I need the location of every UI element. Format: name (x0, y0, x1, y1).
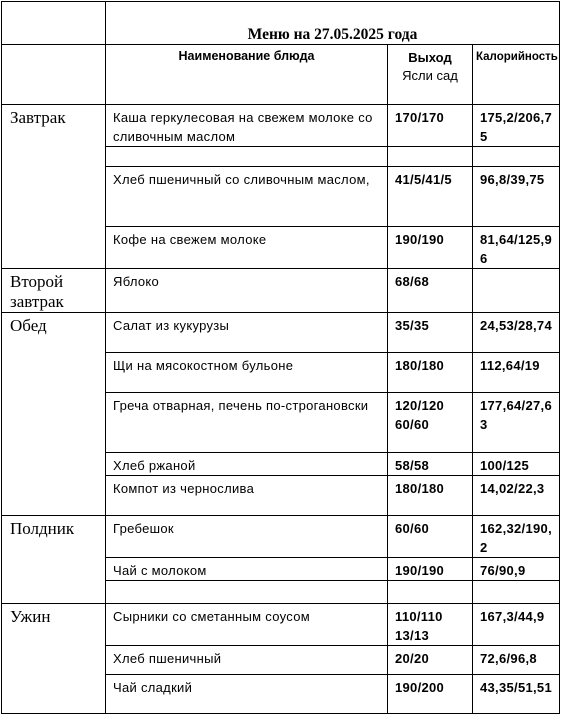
dish-calories: 100/125 (473, 453, 560, 476)
dish-output: 110/110 13/13 (388, 604, 473, 646)
dish-output: 120/120 60/60 (388, 393, 473, 453)
dish-name: Кофе на свежем молоке (106, 227, 388, 269)
dish-output: 68/68 (388, 269, 473, 313)
dish-name: Хлеб пшеничный со сливочным маслом, (106, 167, 388, 227)
dish-name: Хлеб ржаной (106, 453, 388, 476)
menu-row (2, 516, 560, 558)
meal-name: Полдник (2, 516, 106, 604)
dish-output: 190/190 (388, 558, 473, 581)
menu-row (2, 269, 560, 313)
dish-calories: 24,53/28,74 (473, 313, 560, 353)
dish-output: 20/20 (388, 646, 473, 675)
dish-calories: 81,64/125,96 (473, 227, 560, 269)
dish-name (106, 147, 388, 167)
dish-output: 58/58 (388, 453, 473, 476)
dish-output: 35/35 (388, 313, 473, 353)
dish-output (388, 147, 473, 167)
header-output-label: Выход (408, 50, 452, 65)
dish-name: Хлеб пшеничный (106, 646, 388, 675)
dish-calories: 177,64/27,63 (473, 393, 560, 453)
meal-name: Обед (2, 313, 106, 516)
dish-name: Сырники со сметанным соусом (106, 604, 388, 646)
header-output (388, 45, 473, 105)
dish-name: Чай с молоком (106, 558, 388, 581)
dish-calories: 162,32/190,2 (473, 516, 560, 558)
meal-name: Завтрак (2, 105, 106, 269)
dish-calories: 72,6/96,8 (473, 646, 560, 675)
menu-body (2, 105, 560, 714)
dish-output: 180/180 (388, 476, 473, 516)
menu-table (1, 1, 560, 714)
dish-calories (473, 269, 560, 313)
dish-name: Яблоко (106, 269, 388, 313)
dish-name: Чай сладкий (106, 675, 388, 714)
dish-name: Салат из кукурузы (106, 313, 388, 353)
corner-cell (2, 2, 106, 45)
dish-output (388, 581, 473, 604)
dish-name (106, 581, 388, 604)
dish-calories (473, 147, 560, 167)
header-output-sub: Ясли сад (402, 68, 458, 83)
dish-name: Греча отварная, печень по-строгановски (106, 393, 388, 453)
header-dish: Наименование блюда (106, 45, 388, 105)
dish-output: 180/180 (388, 353, 473, 393)
header-meal-cell (2, 45, 106, 105)
dish-output: 170/170 (388, 105, 473, 147)
dish-calories (473, 581, 560, 604)
title-row (2, 2, 560, 45)
menu-row (2, 313, 560, 353)
dish-output: 190/190 (388, 227, 473, 269)
dish-calories: 14,02/22,3 (473, 476, 560, 516)
meal-name: Ужин (2, 604, 106, 714)
dish-calories: 76/90,9 (473, 558, 560, 581)
dish-calories: 175,2/206,75 (473, 105, 560, 147)
meal-name: Второй завтрак (2, 269, 106, 313)
dish-name: Щи на мясокостном бульоне (106, 353, 388, 393)
menu-row (2, 604, 560, 646)
menu-row (2, 105, 560, 147)
menu-title: Меню на 27.05.2025 года (106, 2, 560, 45)
header-calories: Калорийность (473, 45, 560, 105)
dish-name: Гребешок (106, 516, 388, 558)
dish-calories: 167,3/44,9 (473, 604, 560, 646)
dish-output: 190/200 (388, 675, 473, 714)
dish-calories: 43,35/51,51 (473, 675, 560, 714)
dish-calories: 112,64/19 (473, 353, 560, 393)
dish-output: 41/5/41/5 (388, 167, 473, 227)
dish-calories: 96,8/39,75 (473, 167, 560, 227)
header-row (2, 45, 560, 105)
dish-name: Каша геркулесовая на свежем молоке со сливочным маслом (106, 105, 388, 147)
dish-name: Компот из чернослива (106, 476, 388, 516)
dish-output: 60/60 (388, 516, 473, 558)
